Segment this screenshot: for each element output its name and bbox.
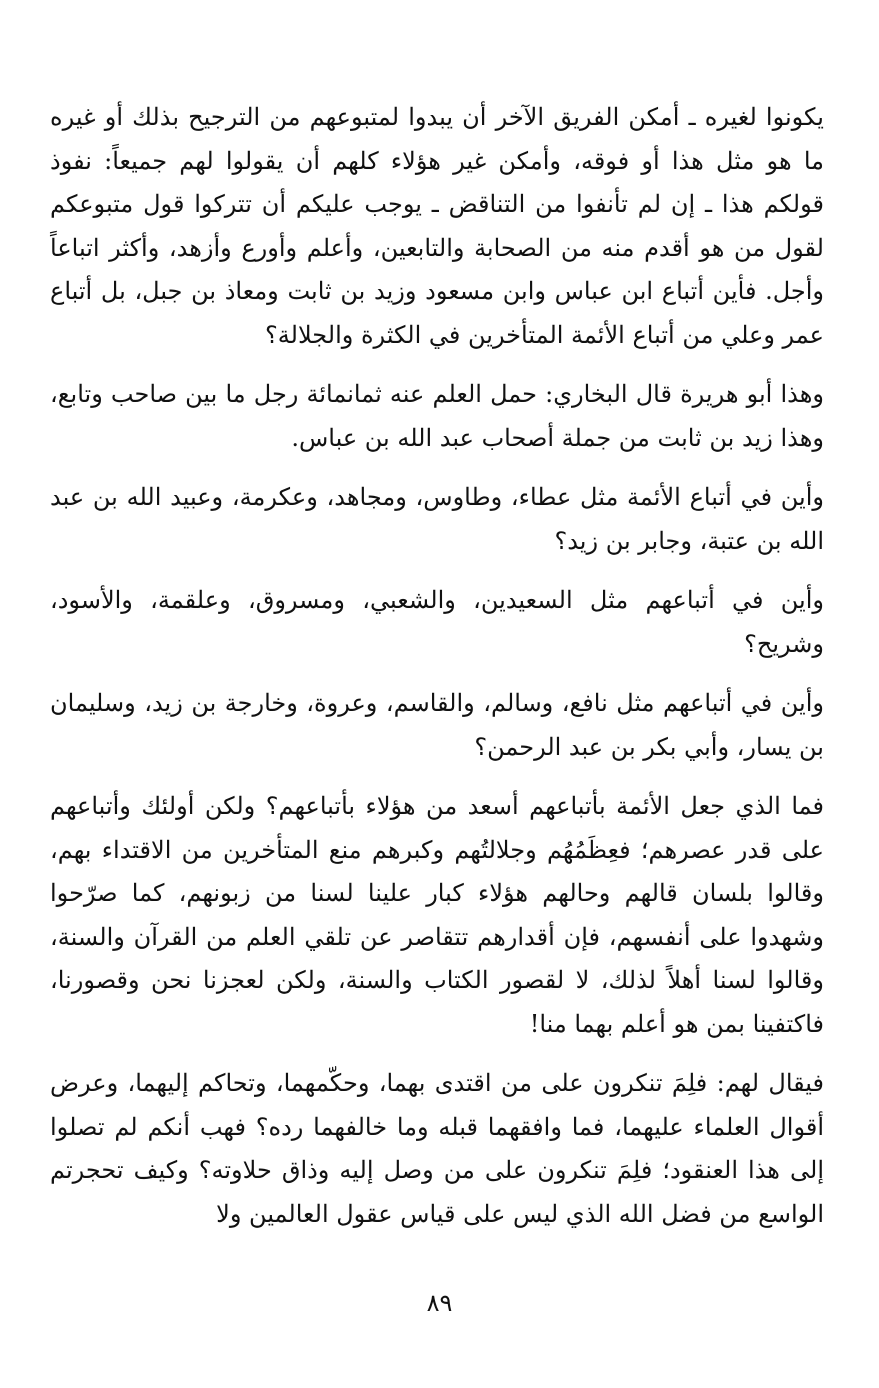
paragraph-5: وأين في أتباعهم مثل نافع، وسالم، والقاسم، وعروة، وخارجة بن زيد، وسليمان بن يسار، وأبي بكر بن عبد الرحمن؟ bbox=[50, 689, 824, 761]
paragraph-2: وهذا أبو هريرة قال البخاري: حمل العلم عنه ثمانمائة رجل ما بين صاحب وتابع، وهذا زيد بن ثابت من جملة أصحاب عبد الله بن عباس. bbox=[50, 380, 824, 452]
paragraph-3: وأين في أتباع الأئمة مثل عطاء، وطاوس، ومجاهد، وعكرمة، وعبيد الله بن عبد الله بن عتبة، وجابر بن زيد؟ bbox=[50, 483, 824, 555]
page-number: ٨٩ bbox=[426, 1289, 453, 1317]
paragraph-7: فيقال لهم: فلِمَ تنكرون على من اقتدى بهما، وحكّمهما، وتحاكم إليهما، وعرض أقوال العلماء عليهما، فما وافقهما قبله وما خالفهما رده؟ فهب أنكم لم تصلوا إلى هذا العنقود؛ فلِمَ تنكرون على من وصل إليه وذاق حلاوته؟ وكيف تحجرتم الواسع من فضل الله الذي ليس على قياس عقول العالمين ولا bbox=[50, 1069, 824, 1228]
paragraph-1: يكونوا لغيره ـ أمكن الفريق الآخر أن يبدوا لمتبوعهم من الترجيح بذلك أو غيره ما هو مثل هذا أو فوقه، وأمكن غير هؤلاء كلهم أن يقولوا لهم جميعاً: نفوذ قولكم هذا ـ إن لم تأنفوا من التناقض ـ يوجب عليكم أن تتركوا قول متبوعكم لقول من هو أقدم منه من الصحابة والتابعين، وأعلم وأورع وأزهد، وأكثر اتباعاً وأجل. فأين أتباع ابن عباس وابن مسعود وزيد بن ثابت ومعاذ بن جبل، بل أتباع عمر وعلي من أتباع الأئمة المتأخرين في الكثرة والجلالة؟ bbox=[50, 103, 824, 349]
paragraph-6: فما الذي جعل الأئمة بأتباعهم أسعد من هؤلاء بأتباعهم؟ ولكن أولئك وأتباعهم على قدر عصرهم؛ فعِظَمُهُم وجلالتُهم وكبرهم منع المتأخرين من الاقتداء بهم، وقالوا بلسان قالهم وحالهم هؤلاء كبار علينا لسنا من زبونهم، كما صرّحوا وشهدوا على أنفسهم، فإن أقدارهم تتقاصر عن تلقي العلم من القرآن والسنة، وقالوا لسنا أهلاً لذلك، لا لقصور الكتاب والسنة، ولكن لعجزنا نحن وقصورنا، فاكتفينا بمن هو أعلم بهما منا! bbox=[50, 792, 824, 1038]
paragraph-4: وأين في أتباعهم مثل السعيدين، والشعبي، ومسروق، وعلقمة، والأسود، وشريح؟ bbox=[50, 586, 824, 658]
body-text bbox=[50, 96, 824, 1252]
